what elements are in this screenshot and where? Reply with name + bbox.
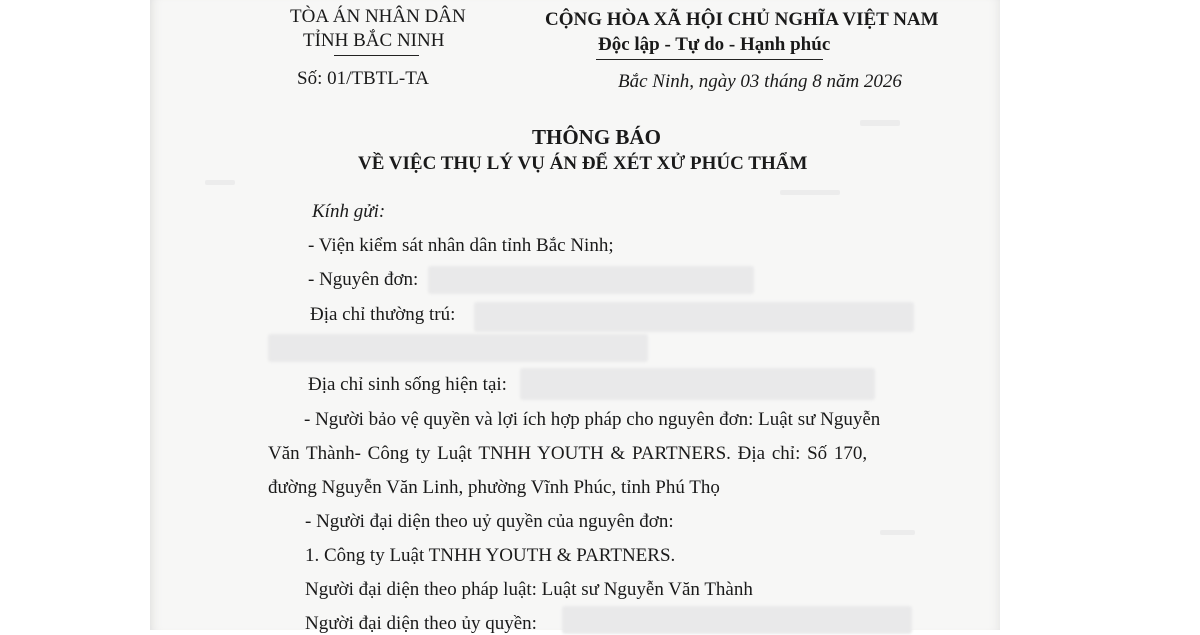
current-address-label: Địa chỉ sinh sống hiện tại: bbox=[308, 374, 507, 395]
document-number: Số: 01/TBTL-TA bbox=[297, 68, 429, 89]
national-title: CỘNG HÒA XÃ HỘI CHỦ NGHĨA VIỆT NAM bbox=[545, 9, 939, 30]
protector-line-3: đường Nguyễn Văn Linh, phường Vĩnh Phúc, tỉnh Phú Thọ bbox=[268, 477, 720, 498]
court-name: TÒA ÁN NHÂN DÂN bbox=[290, 6, 466, 27]
notice-title: THÔNG BÁO bbox=[532, 125, 661, 149]
court-province: TỈNH BẮC NINH bbox=[303, 30, 445, 51]
scan-speck bbox=[860, 120, 900, 126]
protector-line-2: Văn Thành- Công ty Luật TNHH YOUTH & PARTNERS. Địa chỉ: Số 170, bbox=[268, 443, 868, 464]
scan-speck bbox=[205, 180, 235, 185]
redacted-current-address bbox=[520, 368, 875, 400]
authorized-representative-label: Người đại diện theo ủy quyền: bbox=[305, 613, 537, 634]
permanent-address-label: Địa chỉ thường trú: bbox=[310, 304, 456, 325]
scan-speck bbox=[880, 530, 915, 535]
scan-speck bbox=[780, 190, 840, 195]
recipient-procuracy: - Viện kiểm sát nhân dân tỉnh Bắc Ninh; bbox=[308, 235, 614, 256]
company-item: 1. Công ty Luật TNHH YOUTH & PARTNERS. bbox=[305, 545, 676, 566]
redacted-permanent-address-continued bbox=[268, 334, 648, 362]
court-underline bbox=[334, 55, 419, 56]
salutation: Kính gửi: bbox=[312, 201, 386, 222]
plaintiff-label: - Nguyên đơn: bbox=[308, 269, 419, 290]
document-date: Bắc Ninh, ngày 03 tháng 8 năm 2026 bbox=[618, 71, 902, 92]
redacted-plaintiff-name bbox=[428, 266, 754, 294]
representative-label: - Người đại diện theo uỷ quyền của nguyên đơn: bbox=[305, 511, 674, 532]
motto-underline bbox=[596, 59, 823, 60]
protector-line-1: - Người bảo vệ quyền và lợi ích hợp pháp cho nguyên đơn: Luật sư Nguyễn bbox=[304, 409, 881, 430]
national-motto: Độc lập - Tự do - Hạnh phúc bbox=[598, 34, 831, 55]
notice-subtitle: VỀ VIỆC THỤ LÝ VỤ ÁN ĐỂ XÉT XỬ PHÚC THẨM bbox=[358, 153, 808, 174]
redacted-permanent-address bbox=[474, 302, 914, 332]
legal-representative: Người đại diện theo pháp luật: Luật sư Nguyễn Văn Thành bbox=[305, 579, 753, 600]
